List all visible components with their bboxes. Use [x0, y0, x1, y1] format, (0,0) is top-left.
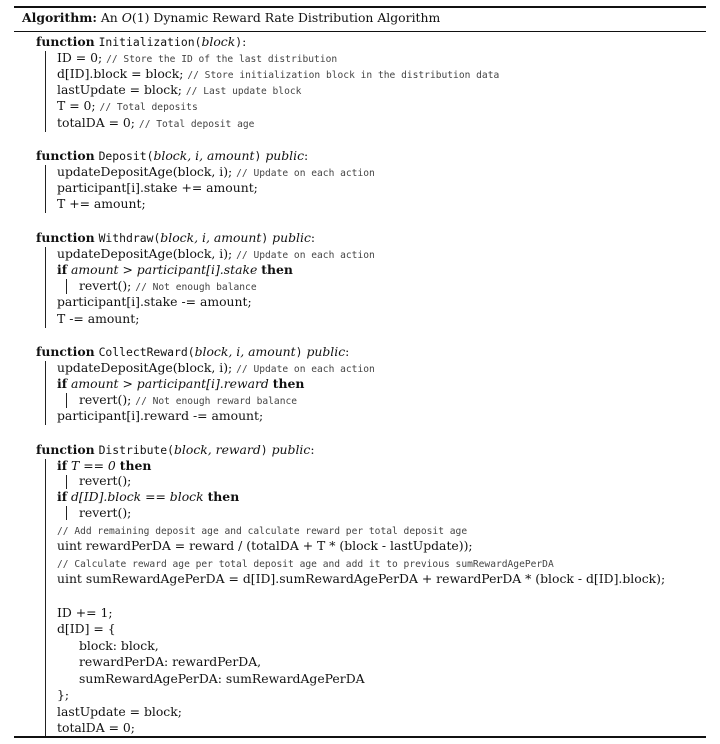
code-line	[57, 720, 135, 736]
distribute-header: function Distribute(block, reward) public:	[36, 442, 315, 457]
code-text: updateDepositAge(block, i);	[57, 164, 233, 179]
if-line	[57, 489, 239, 505]
code-line	[79, 278, 257, 294]
code-line	[57, 408, 263, 424]
code-text: ID += 1;	[57, 605, 113, 620]
then-keyword: then	[207, 489, 240, 504]
code-text: revert();	[79, 473, 132, 488]
code-text: d[ID] = {	[57, 621, 116, 636]
caption-title: (1) Dynamic Reward Rate Distribution Algorithm	[131, 10, 441, 25]
if-block-bar	[66, 506, 67, 520]
code-text: revert();	[79, 392, 132, 407]
if-keyword: if	[57, 458, 68, 473]
struct-field	[79, 654, 261, 670]
if-keyword: if	[57, 376, 68, 391]
condition: amount > participant[i].stake	[71, 262, 258, 277]
deposit-block-bar	[45, 165, 46, 213]
if-line	[57, 458, 151, 474]
code-comment: // Total deposit age	[138, 119, 255, 130]
distribute-block-bar	[45, 459, 46, 736]
caption-big-o: O	[121, 10, 132, 25]
code-comment: // Total deposits	[99, 102, 198, 113]
code-text: sumRewardAgePerDA: sumRewardAgePerDA	[79, 671, 365, 686]
code-text: d[ID].block = block;	[57, 66, 184, 81]
caption-label: Algorithm:	[22, 10, 97, 25]
code-comment-line	[57, 522, 467, 538]
code-line	[57, 704, 182, 720]
code-text: revert();	[79, 278, 132, 293]
code-text: participant[i].stake += amount;	[57, 180, 258, 195]
code-line	[79, 505, 131, 521]
collect-header: function CollectReward(block, i, amount) public:	[36, 344, 350, 359]
function-name: Initialization	[98, 35, 195, 49]
deposit-header: function Deposit(block, i, amount) public:	[36, 148, 309, 163]
code-text: totalDA = 0;	[57, 720, 135, 735]
struct-field	[79, 638, 159, 654]
code-text: rewardPerDA: rewardPerDA,	[79, 654, 262, 669]
bottom-rule	[14, 736, 706, 738]
code-text: };	[57, 687, 70, 702]
code-comment: // Update on each action	[236, 250, 375, 261]
code-line	[57, 605, 113, 621]
code-line	[57, 294, 252, 310]
code-comment-line	[57, 555, 554, 571]
code-line	[57, 196, 146, 212]
code-line	[79, 473, 131, 489]
function-keyword: function	[36, 442, 95, 457]
function-name: Deposit	[98, 149, 147, 163]
function-keyword: function	[36, 344, 95, 359]
code-line	[57, 164, 375, 180]
then-keyword: then	[119, 458, 152, 473]
code-line	[57, 98, 198, 114]
top-rule	[14, 6, 706, 8]
withdraw-header: function Withdraw(block, i, amount) public:	[36, 230, 316, 245]
code-text: lastUpdate = block;	[57, 82, 182, 97]
code-text: T -= amount;	[57, 311, 140, 326]
code-line	[57, 311, 139, 327]
if-keyword: if	[57, 489, 68, 504]
withdraw-block-bar	[45, 247, 46, 328]
if-line	[57, 262, 293, 278]
function-params: block, i, amount	[153, 148, 255, 163]
code-comment: // Store initialization block in the distribution data	[187, 70, 500, 81]
code-comment: // Update on each action	[236, 168, 375, 179]
condition: T == 0	[71, 458, 116, 473]
code-text: T = 0;	[57, 98, 96, 113]
function-params: block, reward	[174, 442, 261, 457]
code-line	[57, 66, 499, 82]
caption-pre: An	[100, 10, 122, 25]
code-text: participant[i].reward -= amount;	[57, 408, 264, 423]
condition: amount > participant[i].reward	[71, 376, 269, 391]
code-line	[57, 246, 375, 262]
public-modifier: public	[272, 230, 311, 245]
function-keyword: function	[36, 148, 95, 163]
public-modifier: public	[265, 148, 305, 163]
caption-rule	[14, 31, 706, 32]
code-text: updateDepositAge(block, i);	[57, 360, 233, 375]
code-comment: // Not enough balance	[135, 282, 257, 293]
if-keyword: if	[57, 262, 68, 277]
code-line	[57, 82, 301, 98]
function-params: block, i, amount	[160, 230, 262, 245]
init-block-bar	[45, 51, 46, 132]
code-line	[57, 538, 473, 554]
function-keyword: function	[36, 230, 95, 245]
public-modifier: public	[271, 442, 311, 457]
function-name: Distribute	[98, 443, 168, 457]
code-text: uint sumRewardAgePerDA = d[ID].sumRewardAgePerDA + rewardPerDA * (block - d[ID].block);	[57, 571, 666, 586]
code-comment: // Update on each action	[236, 364, 375, 375]
code-text: ID = 0;	[57, 50, 103, 65]
function-name: Withdraw	[98, 231, 154, 245]
collect-block-bar	[45, 361, 46, 425]
code-comment: // Last update block	[185, 86, 302, 97]
code-line	[57, 571, 665, 587]
code-text: block: block,	[79, 638, 159, 653]
code-text: updateDepositAge(block, i);	[57, 246, 233, 261]
code-line	[57, 621, 116, 637]
then-keyword: then	[272, 376, 305, 391]
code-comment: // Store the ID of the last distribution	[106, 54, 338, 65]
code-line	[57, 360, 375, 376]
if-block-bar	[66, 279, 67, 294]
public-modifier: public	[306, 344, 346, 359]
code-text: totalDA = 0;	[57, 115, 135, 130]
code-comment: // Not enough reward balance	[135, 396, 298, 407]
then-keyword: then	[261, 262, 293, 277]
function-keyword: function	[36, 34, 95, 49]
code-text: uint rewardPerDA = reward / (totalDA + T * (block - lastUpdate));	[57, 538, 473, 553]
function-name: CollectReward	[98, 345, 188, 359]
code-line	[57, 115, 254, 131]
function-params: block, i, amount	[194, 344, 296, 359]
function-params: block	[201, 34, 236, 49]
code-line	[57, 50, 337, 66]
code-text: participant[i].stake -= amount;	[57, 294, 252, 309]
code-line	[79, 392, 297, 408]
code-comment: // Add remaining deposit age and calculate reward per total deposit age	[57, 526, 468, 537]
code-text: T += amount;	[57, 196, 146, 211]
code-line	[57, 180, 258, 196]
code-text: revert();	[79, 505, 132, 520]
condition: d[ID].block == block	[71, 489, 204, 504]
algorithm-caption	[22, 10, 440, 25]
code-comment: // Calculate reward age per total deposit age and add it to previous sumRewardAgePerDA	[57, 559, 554, 570]
code-line	[57, 687, 69, 703]
if-block-bar	[66, 475, 67, 489]
if-line	[57, 376, 304, 392]
struct-field	[79, 671, 365, 687]
if-block-bar	[66, 393, 67, 408]
code-text: lastUpdate = block;	[57, 704, 182, 719]
init-header: function Initialization(block):	[36, 34, 247, 49]
